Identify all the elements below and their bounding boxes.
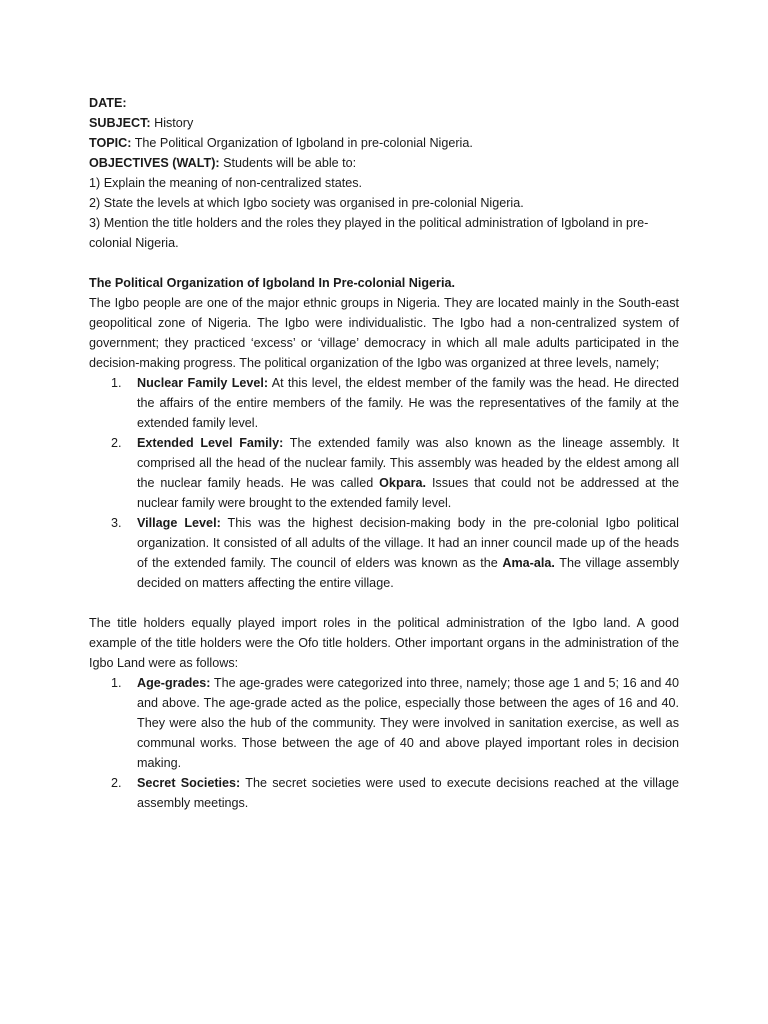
objective-item: 3) Mention the title holders and the roles they played in the political administration of Igboland in pre-colonial Nigeria. [89,216,649,250]
subject-line [89,113,679,133]
objectives-label: OBJECTIVES (WALT): [89,156,220,170]
list-number: 1. [111,376,122,390]
level-text: The extended family was also known as the lineage assembly. It comprised all the head of the nuclear family. This assembly was headed by the eldest among all the nuclear family heads. He was called [137,436,679,490]
list-item [89,773,679,813]
organs-list [89,673,679,813]
list-item [89,373,679,433]
objectives-intro: Students will be able to: [223,156,357,170]
list-number: 1. [111,676,122,690]
level-term: Ama-ala. [502,556,555,570]
level-text: The village assembly decided on matters affecting the entire village. [137,556,680,590]
organ-title: Age-grades: [137,676,211,690]
intro-paragraph: The Igbo people are one of the major ethnic groups in Nigeria. They are located mainly in the South-east geopolitical zone of Nigeria. The Igbo were individualistic. The Igbo had a non-centralized system of government; they practiced ‘excess’ or ‘village’ democracy in which all male adults participated in the decision-making progress. The political organization of the Igbo was organized at three levels, namely; [89,296,679,370]
level-term: Okpara. [379,476,427,490]
section-heading: The Political Organization of Igboland In Pre-colonial Nigeria. [89,276,455,290]
objective-item: 2) State the levels at which Igbo society was organised in pre-colonial Nigeria. [89,196,524,210]
title-holders-paragraph: The title holders equally played import roles in the political administration of the Igbo land. A good example of the title holders were the Ofo title holders. Other important organs in the administration of the Igbo Land were as follows: [89,616,679,670]
topic-label: TOPIC: [89,136,132,150]
level-title: Extended Level Family: [137,436,284,450]
list-number: 2. [111,776,122,790]
objective-item: 1) Explain the meaning of non-centralized states. [89,176,363,190]
spacer [89,253,679,273]
levels-list [89,373,679,593]
document-body [89,93,679,813]
level-title: Village Level: [137,516,221,530]
date-label: DATE: [89,96,127,110]
list-item [89,513,679,593]
level-text: At this level, the eldest member of the family was the head. He directed the affairs of the entire members of the family. He was the representatives of the family at the extended family level. [137,376,679,430]
subject-label: SUBJECT: [89,116,151,130]
subject-value: History [154,116,194,130]
date-line [89,93,679,113]
list-number: 2. [111,436,122,450]
list-item [89,433,679,513]
spacer [89,593,679,613]
level-title: Nuclear Family Level: [137,376,269,390]
list-item [89,673,679,773]
list-number: 3. [111,516,122,530]
level-text: Issues that could not be addressed at the nuclear family were brought to the extended family level. [137,476,680,510]
level-text: This was the highest decision-making body in the pre-colonial Igbo political organization. It consisted of all adults of the village. It had an inner council made up of the heads of the extended family. The council of elders was known as the [137,516,679,570]
topic-value: The Political Organization of Igboland in pre-colonial Nigeria. [134,136,473,150]
organ-title: Secret Societies: [137,776,241,790]
organ-text: The secret societies were used to execute decisions reached at the village assembly meetings. [137,776,679,810]
organ-text: The age-grades were categorized into three, namely; those age 1 and 5; 16 and 40 and above. The age-grade acted as the police, especially those between the ages of 16 and 40. They were also the hub of the community. They were involved in sanitation exercise, as well as communal works. Those between the age of 40 and above played important roles in decision making. [137,676,679,770]
objectives-line [89,153,679,173]
topic-line [89,133,679,153]
